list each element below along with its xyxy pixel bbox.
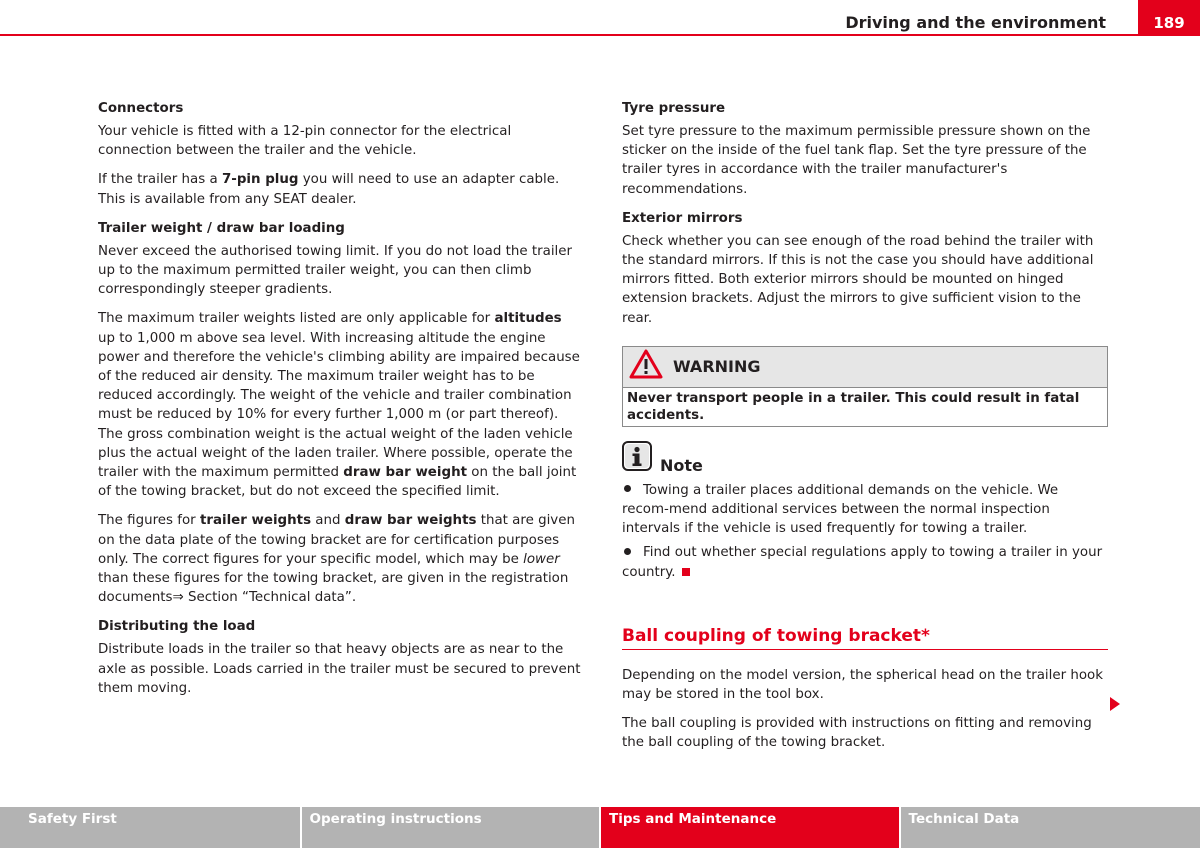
connectors-paragraph-2: If the trailer has a 7-pin plug you will need to use an adapter cable. This is available from any SEAT dealer. — [98, 172, 560, 207]
tyre-pressure-section — [622, 99, 1108, 199]
right-column — [622, 99, 1108, 763]
tab-safety-first[interactable]: Safety First — [0, 807, 300, 848]
tyre-pressure-heading: Tyre pressure — [622, 101, 726, 116]
distributing-paragraph: Distribute loads in the trailer so that heavy objects are as near to the axle as possible. Loads carried in the trailer must be secured to prevent them moving. — [98, 642, 581, 696]
section-heading-ball-coupling: Ball coupling of towing bracket* — [622, 624, 1108, 650]
warning-box — [622, 346, 1108, 427]
bullet-icon — [624, 548, 631, 555]
warning-header — [623, 347, 1107, 387]
trailer-weight-paragraph-3: The figures for trailer weights and draw bar weights that are given on the data plate of the towing bracket are for certification purposes only. The correct figures for your specific model, which may be lower than these figures for the towing bracket, are given in the registration documents⇒ Section “Technical data”. — [98, 513, 575, 606]
trailer-weight-paragraph-2: The maximum trailer weights listed are only applicable for altitudes up to 1,000 m above sea level. With increasing altitude the engine power and therefore the vehicle's climbing ability are impaired because of the reduced air density. The maximum trailer weight has to be reduced accordingly. The weight of the vehicle and trailer combination must be reduced by 10% for every further 1,000 m (or part thereof). The gross combination weight is the actual weight of the laden vehicle plus the actual weight of the laden trailer. Where possible, operate the trailer with the maximum permitted draw bar weight on the ball joint of the towing bracket, but do not exceed the specified limit. — [98, 311, 580, 500]
note-label: Note — [660, 455, 703, 475]
next-page-arrow-icon[interactable] — [1110, 697, 1120, 711]
note-header — [622, 447, 1108, 477]
distributing-section — [98, 617, 582, 698]
left-column — [98, 99, 582, 708]
chapter-title: Driving and the environment — [845, 13, 1106, 32]
warning-triangle-icon — [629, 349, 673, 385]
warning-label: WARNING — [673, 357, 761, 377]
tab-operating-instructions[interactable]: Operating instructions — [302, 807, 600, 848]
warning-text: Never transport people in a trailer. This could result in fatal accidents. — [623, 387, 1107, 426]
connectors-heading: Connectors — [98, 101, 184, 116]
list-item: Find out whether special regulations apply to towing a trailer in your country. — [622, 545, 1103, 580]
mirrors-section — [622, 209, 1108, 328]
connectors-paragraph-1: Your vehicle is fitted with a 12-pin connector for the electrical connection between the trailer and the vehicle. — [98, 124, 512, 159]
footer-nav — [0, 807, 1200, 848]
cross-reference-arrow-icon[interactable]: ⇒ — [172, 590, 184, 606]
page-number: 189 — [1138, 0, 1200, 36]
note-list — [622, 481, 1108, 582]
bullet-icon — [624, 485, 631, 492]
ball-coupling-paragraph-1: Depending on the model version, the spherical head on the trailer hook may be stored in the tool box. — [622, 667, 1104, 703]
ball-coupling-paragraph-2: The ball coupling is provided with instructions on fitting and removing the ball coupling of the towing bracket. — [622, 716, 1092, 751]
header-rule — [0, 34, 1138, 36]
tyre-pressure-paragraph: Set tyre pressure to the maximum permissible pressure shown on the sticker on the inside of the fuel tank flap. Set the tyre pressure of the trailer tyres in accordance with the trailer manufacturer's recommendations. — [622, 124, 1091, 197]
trailer-weight-heading: Trailer weight / draw bar loading — [98, 220, 345, 236]
trailer-weight-paragraph-1: Never exceed the authorised towing limit. If you do not load the trailer up to the maximum permitted trailer weight, you can then climb correspondingly steeper gradients. — [98, 243, 573, 298]
list-item: Towing a trailer places additional demands on the vehicle. We recom-mend additional services between the normal inspection intervals if the vehicle is used frequently for towing a trailer. — [622, 482, 1059, 537]
distributing-heading: Distributing the load — [98, 619, 256, 635]
section-end-icon — [682, 568, 690, 576]
info-icon — [622, 441, 652, 477]
mirrors-paragraph: Check whether you can see enough of the road behind the trailer with the standard mirrors. If this is not the case you should have additional mirrors fitted. Both exterior mirrors should be mounted on hinged extension brackets. Adjust the mirrors to give sufficient vision to the rear. — [622, 233, 1094, 326]
tab-technical-data[interactable]: Technical Data — [901, 807, 1200, 848]
mirrors-heading: Exterior mirrors — [622, 210, 743, 226]
trailer-weight-section — [98, 219, 582, 608]
tab-tips-and-maintenance[interactable]: Tips and Maintenance — [601, 807, 899, 848]
connectors-section — [98, 99, 582, 209]
